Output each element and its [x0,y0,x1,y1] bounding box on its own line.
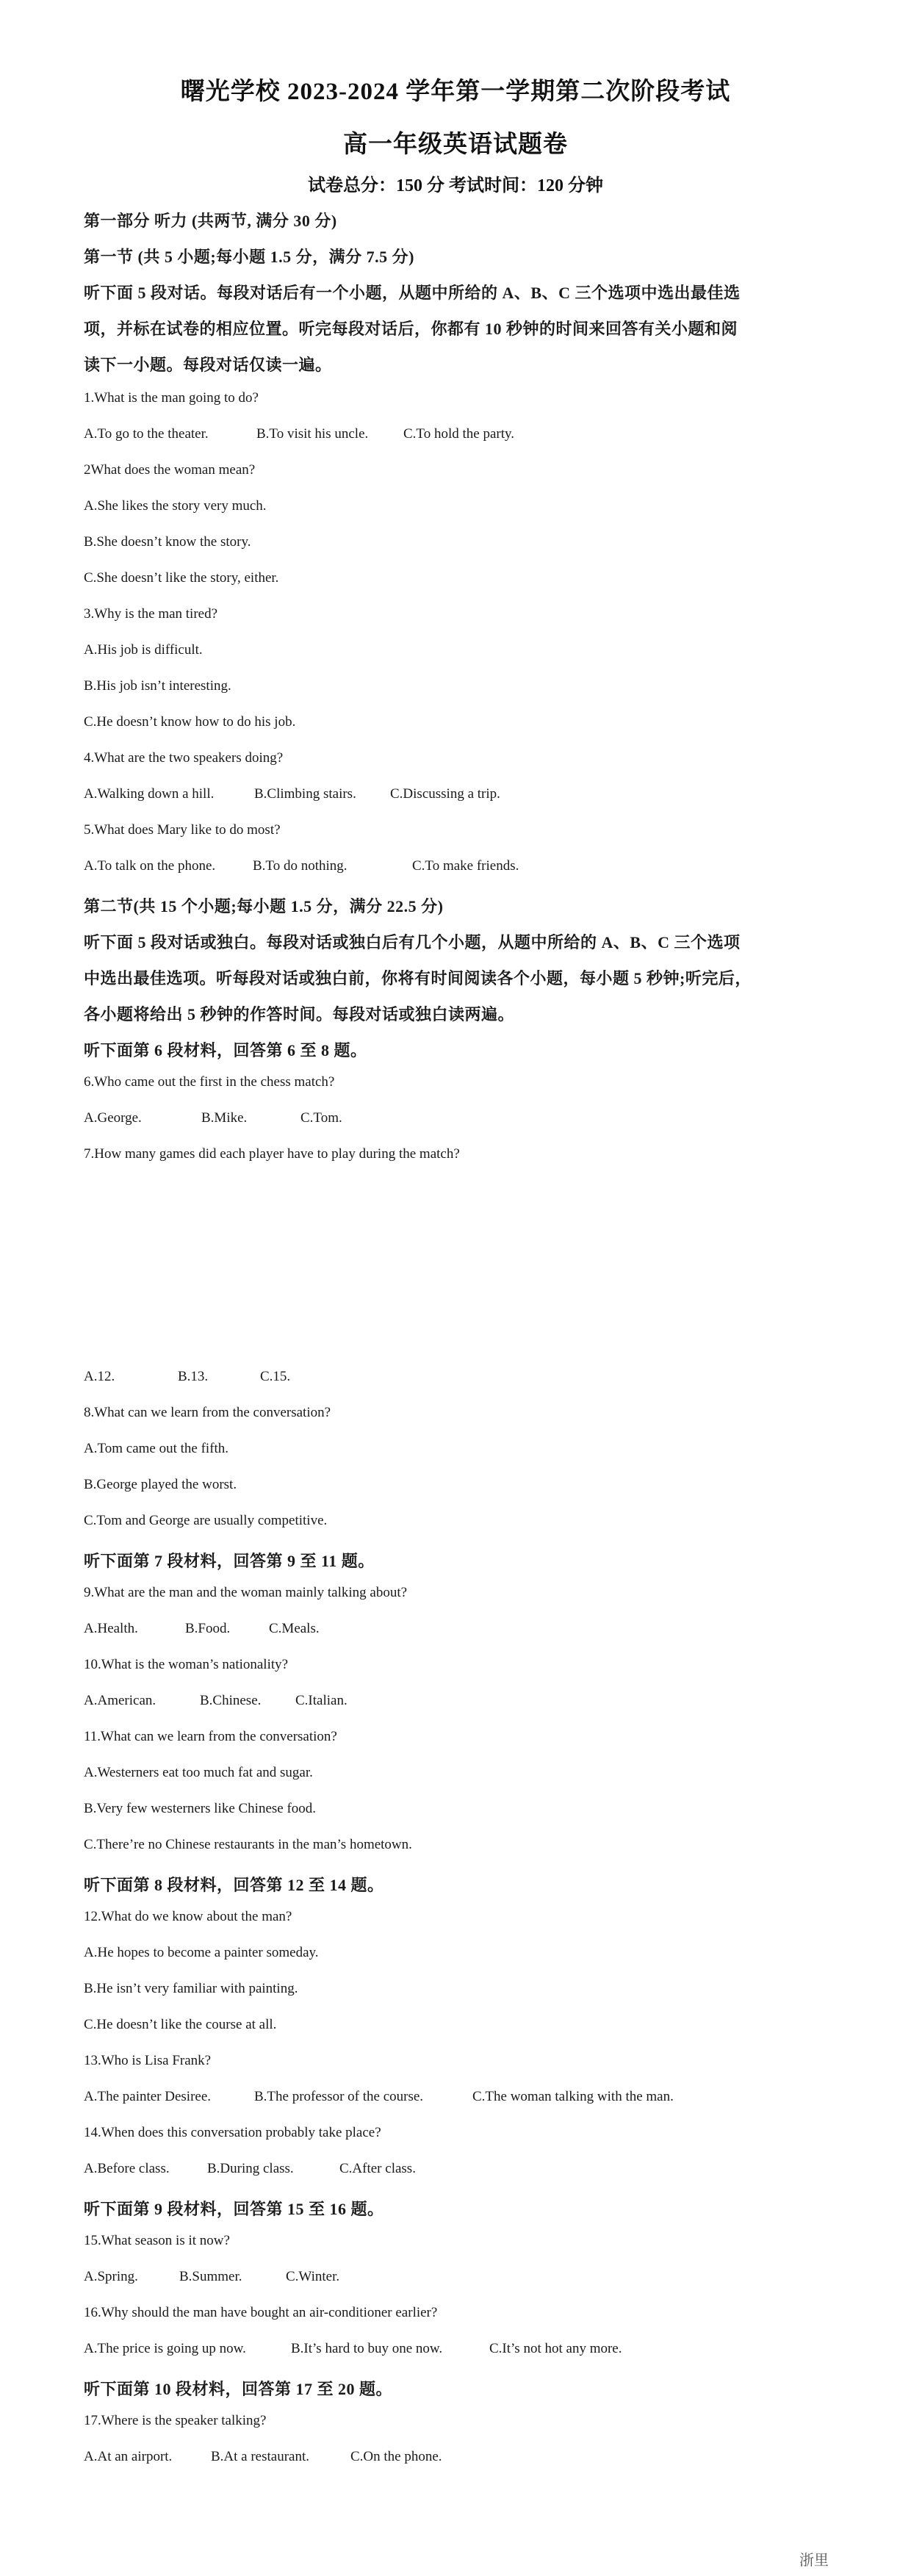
question-stem: 14.When does this conversation probably take place? [84,2125,381,2140]
option-c: C.Tom and George are usually competitive. [84,1513,328,1528]
option-b: B.At a restaurant. [211,2449,310,2464]
question-stem: 4.What are the two speakers doing? [84,750,284,766]
option-a: A.She likes the story very much. [84,498,267,514]
question-options [84,2089,833,2105]
question-options [84,1110,833,1126]
question-options [84,2161,833,2177]
question-stem: 9.What are the man and the woman mainly talking about? [84,1585,408,1600]
question-stem: 15.What season is it now? [84,2233,230,2248]
option-b: B.She doesn’t know the story. [84,534,251,550]
question-stem: 12.What do we know about the man? [84,1909,292,1924]
option-a: A.Walking down a hill. [84,786,215,802]
question-stem: 1.What is the man going to do? [84,390,259,406]
question-stem: 16.Why should the man have bought an air-conditioner earlier? [84,2305,438,2320]
question-options [84,2449,833,2465]
question-options [84,2341,833,2357]
option-b: B.Mike. [201,1110,248,1126]
option-a: A.12. [84,1369,115,1384]
question-stem: 11.What can we learn from the conversation? [84,1729,337,1744]
option-b: B.The professor of the course. [254,2089,424,2104]
option-a: A.The price is going up now. [84,2341,246,2356]
option-b: B.He isn’t very familiar with painting. [84,1981,298,1996]
option-b: B.To visit his uncle. [256,426,369,442]
option-c: C.Tom. [300,1110,342,1126]
question-options [84,1621,833,1637]
exam-title: 曙光学校 2023-2024 学年第一学期第二次阶段考试 [180,79,731,105]
option-b: B.To do nothing. [253,858,348,874]
option-a: A.He hopes to become a painter someday. [84,1945,319,1960]
question-stem: 2What does the woman mean? [84,462,256,478]
option-a: A.At an airport. [84,2449,173,2464]
option-c: C.It’s not hot any more. [489,2341,622,2356]
option-b: B.It’s hard to buy one now. [291,2341,443,2356]
material-heading: 听下面第 8 段材料，回答第 12 至 14 题。 [84,1876,384,1894]
question-stem: 3.Why is the man tired? [84,606,218,622]
section1-heading: 第一节 (共 5 小题;每小题 1.5 分，满分 7.5 分) [84,248,414,266]
option-a: A.Health. [84,1621,138,1636]
section2-instruction: 中选出最佳选项。听每段对话或独白前，你将有时间阅读各个小题，每小题 5 秒钟;听完后， [84,969,752,987]
question-stem: 17.Where is the speaker talking? [84,2413,267,2428]
option-a: A.The painter Desiree. [84,2089,212,2104]
material-heading: 听下面第 10 段材料，回答第 17 至 20 题。 [84,2380,393,2398]
section2-instruction: 听下面 5 段对话或独白。每段对话或独白后有几个小题，从题中所给的 A、B、C 三个选项 [84,933,741,951]
material-heading: 听下面第 6 段材料，回答第 6 至 8 题。 [84,1041,367,1059]
option-c: C.15. [260,1369,291,1384]
option-c: C.To make friends. [412,858,519,874]
option-a: A.Spring. [84,2269,138,2284]
option-c: C.Meals. [269,1621,320,1636]
option-c: C.After class. [339,2161,416,2176]
option-a: A.Before class. [84,2161,170,2176]
exam-subtitle: 高一年级英语试题卷 [343,132,568,158]
option-a: A.George. [84,1110,142,1126]
section1-instruction: 读下一小题。每段对话仅读一遍。 [84,356,332,374]
question-options [84,2269,833,2285]
section1-instruction: 听下面 5 段对话。每段对话后有一个小题，从题中所给的 A、B、C 三个选项中选出最佳选 [84,284,741,302]
section2-heading: 第二节(共 15 个小题;每小题 1.5 分，满分 22.5 分) [84,897,444,915]
option-a: A.Tom came out the fifth. [84,1441,229,1456]
option-c: C.On the phone. [350,2449,442,2464]
option-a: A.His job is difficult. [84,642,203,658]
question-options [84,786,833,802]
section2-instruction: 各小题将给出 5 秒钟的作答时间。每段对话或独白读两遍。 [84,1005,515,1023]
section1-instruction: 项，并标在试卷的相应位置。听完每段对话后，你都有 10 秒钟的时间来回答有关小题和阅 [84,320,738,338]
question-options [84,426,833,442]
option-a: A.Westerners eat too much fat and sugar. [84,1765,313,1780]
option-c: C.To hold the party. [403,426,514,442]
option-c: C.Italian. [295,1693,348,1708]
question-stem: 10.What is the woman’s nationality? [84,1657,289,1672]
option-c: C.There’re no Chinese restaurants in the man’s hometown. [84,1837,412,1852]
option-c: C.Discussing a trip. [390,786,500,802]
option-a: A.American. [84,1693,156,1708]
option-c: C.The woman talking with the man. [472,2089,674,2104]
option-b: B.Summer. [179,2269,242,2284]
option-b: B.His job isn’t interesting. [84,678,231,694]
exam-info: 试卷总分：150 分 考试时间：120 分钟 [308,176,603,195]
option-b: B.During class. [207,2161,294,2176]
question-stem: 5.What does Mary like to do most? [84,822,281,838]
option-b: B.George played the worst. [84,1477,237,1492]
corner-watermark-text: 浙里 [799,2552,829,2569]
material-heading: 听下面第 7 段材料，回答第 9 至 11 题。 [84,1552,375,1570]
part1-heading: 第一部分 听力 (共两节, 满分 30 分) [84,212,337,230]
option-c: C.He doesn’t like the course at all. [84,2017,277,2032]
option-b: B.Climbing stairs. [254,786,356,802]
question-options [84,858,833,874]
option-b: B.Very few westerners like Chinese food. [84,1801,317,1816]
option-c: C.She doesn’t like the story, either. [84,570,279,586]
question-stem: 8.What can we learn from the conversation? [84,1405,331,1420]
question-options [84,1369,833,1385]
option-a: A.To go to the theater. [84,426,209,442]
option-b: B.Food. [185,1621,231,1636]
option-c: C.Winter. [286,2269,340,2284]
option-a: A.To talk on the phone. [84,858,216,874]
question-options [84,1693,833,1709]
option-b: B.13. [178,1369,209,1384]
question-stem: 6.Who came out the first in the chess match? [84,1074,335,1090]
question-stem: 13.Who is Lisa Frank? [84,2053,212,2068]
option-c: C.He doesn’t know how to do his job. [84,714,296,730]
question-stem: 7.How many games did each player have to play during the match? [84,1146,460,1162]
material-heading: 听下面第 9 段材料，回答第 15 至 16 题。 [84,2200,384,2218]
option-b: B.Chinese. [200,1693,262,1708]
